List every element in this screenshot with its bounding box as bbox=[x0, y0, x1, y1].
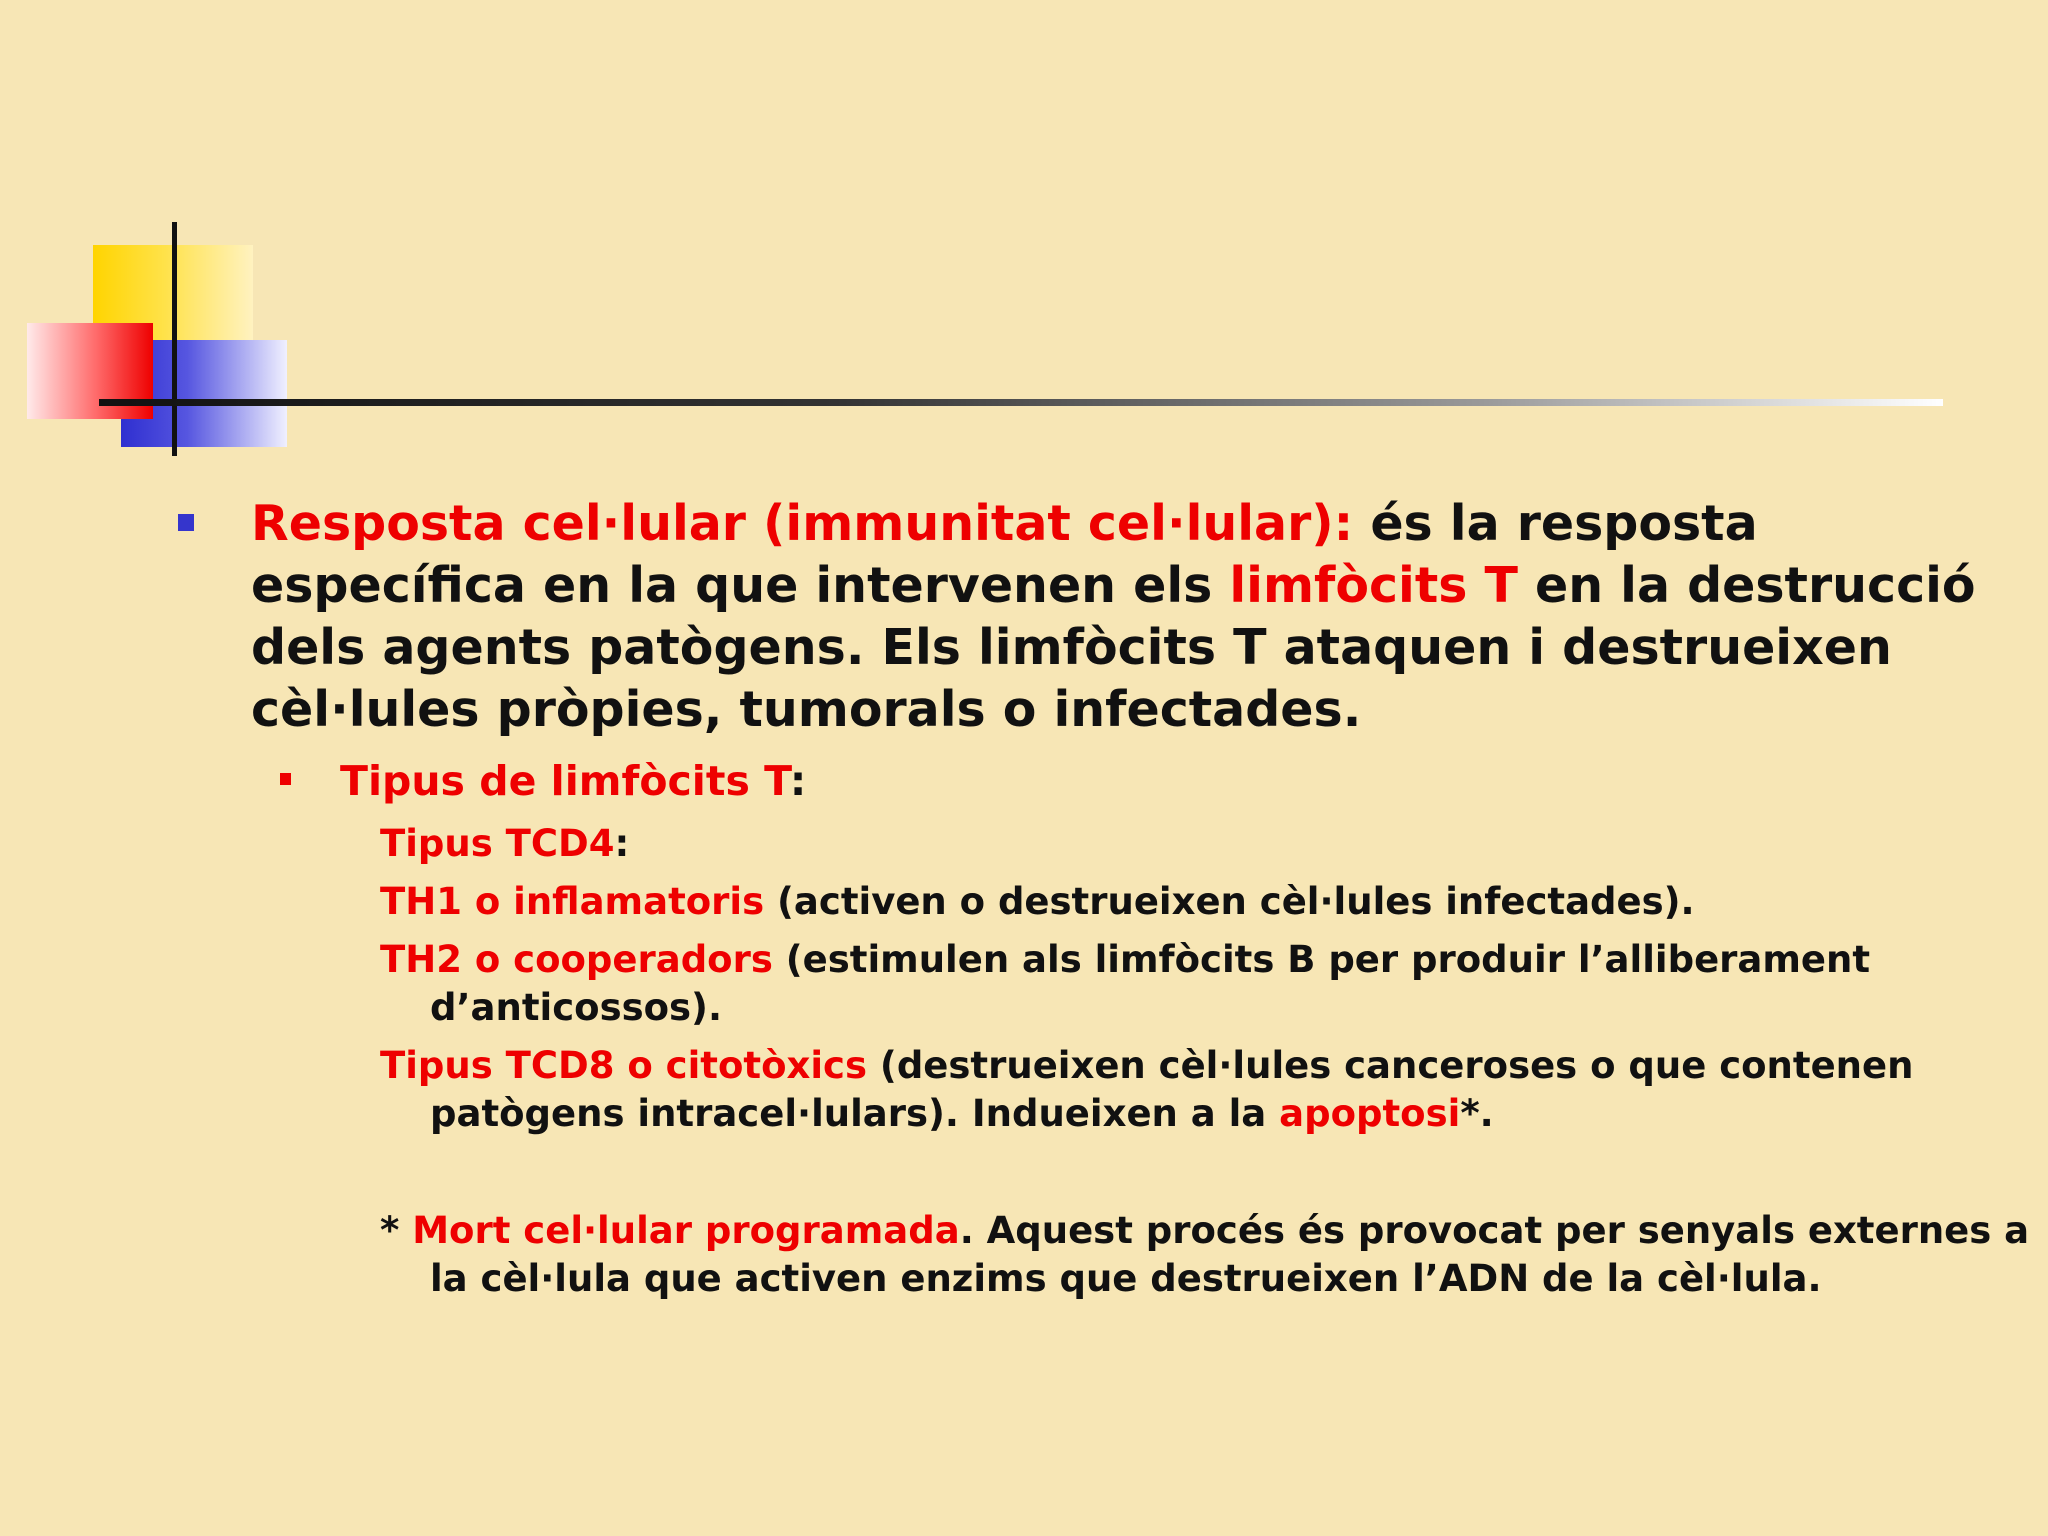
item-term: Tipus TCD4 bbox=[380, 822, 615, 865]
item-term: TH1 o inflamatoris bbox=[380, 880, 765, 923]
main-bullet-text-a: és la resposta específica en la que intervenen els bbox=[251, 495, 1758, 614]
footnote-star: * bbox=[380, 1209, 413, 1252]
item-text: : bbox=[614, 822, 630, 865]
main-bullet-highlight: limfòcits T bbox=[1229, 557, 1518, 614]
list-item-tcd4 bbox=[380, 820, 2030, 868]
footnote-text: . Aquest procés és provocat per senyals externes a la cèl·lula que activen enzims que destrueixen l’ADN de la cèl·lula. bbox=[430, 1209, 2030, 1300]
list-item-th2 bbox=[380, 936, 2030, 1032]
main-bullet-text bbox=[251, 493, 1991, 741]
footnote bbox=[380, 1207, 2030, 1303]
item-term: TH2 o cooperadors bbox=[380, 938, 773, 981]
list-item-th1 bbox=[380, 878, 2030, 926]
main-bullet-text-b: en la destrucció dels agents patògens. Els limfòcits T ataquen i destrueixen cèl·lules pròpies, tumorals o infectades. bbox=[251, 557, 1976, 738]
sub-bullet-colon: : bbox=[789, 757, 807, 805]
list-item-tcd8 bbox=[380, 1042, 2030, 1138]
item-tail: *. bbox=[1460, 1092, 1494, 1135]
sub-bullet-title: Tipus de limfòcits T bbox=[340, 757, 790, 805]
item-term: Tipus TCD8 o citotòxics bbox=[380, 1044, 868, 1087]
item-text: (destrueixen cèl·lules canceroses o que contenen patògens intracel·lulars). Indueixen a la bbox=[430, 1044, 1914, 1135]
sub-bullet-heading bbox=[340, 755, 806, 807]
square-bullet-icon bbox=[178, 514, 194, 531]
footnote-term: Mort cel·lular programada bbox=[412, 1209, 960, 1252]
small-square-bullet-icon bbox=[280, 773, 291, 785]
item-highlight: apoptosi bbox=[1279, 1092, 1461, 1135]
item-text: (estimulen als limfòcits B per produir l’alliberament d’anticossos). bbox=[430, 938, 1871, 1029]
main-bullet-term: Resposta cel·lular (immunitat cel·lular): bbox=[251, 495, 1354, 552]
decor-vertical-line bbox=[172, 222, 177, 456]
decor-horizontal-rule bbox=[99, 399, 1943, 406]
item-text: (activen o destrueixen cèl·lules infectades). bbox=[764, 880, 1695, 923]
